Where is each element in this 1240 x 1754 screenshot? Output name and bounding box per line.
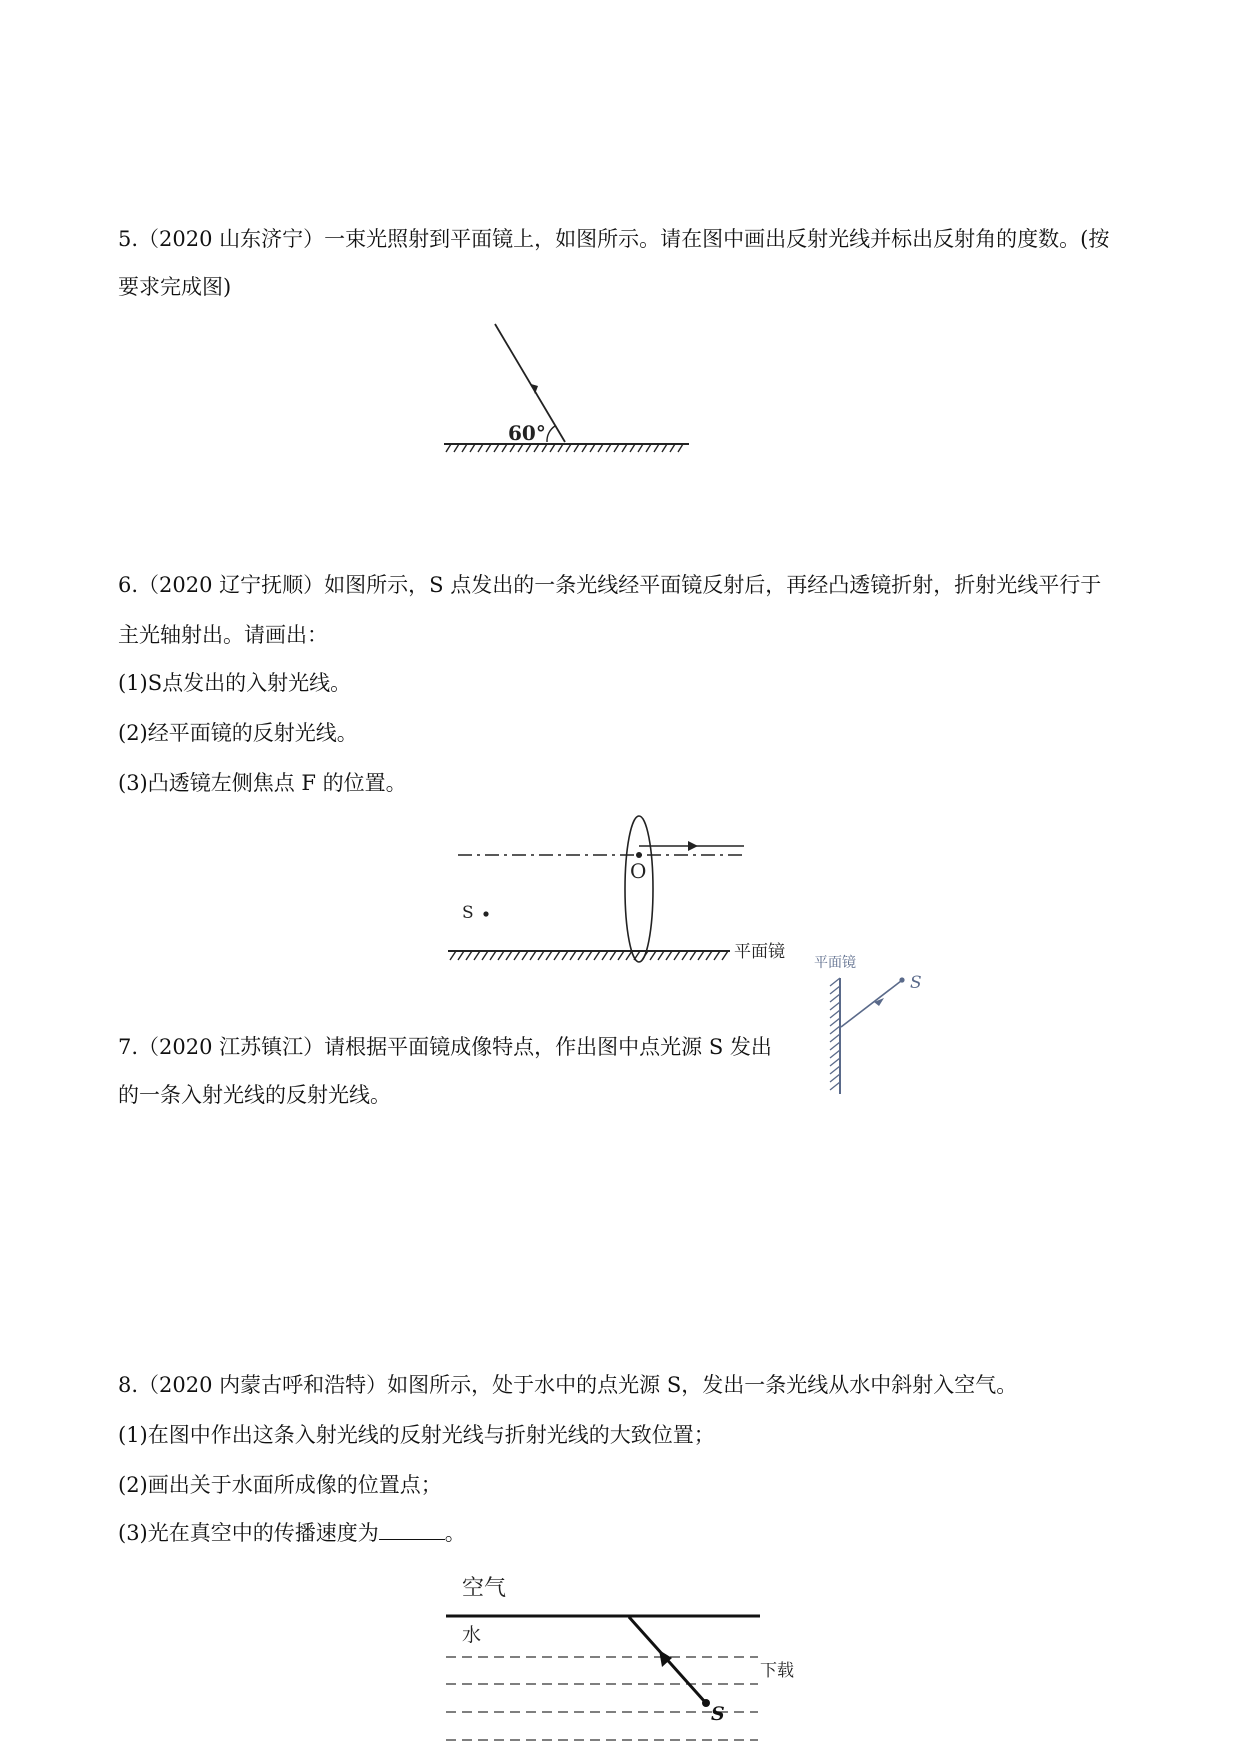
q5-text-line1: 5.（2020 山东济宁）一束光照射到平面镜上，如图所示。请在图中画出反射光线并标出反射角的度数。(按 <box>118 227 1110 251</box>
q6-label-o: O <box>630 859 647 883</box>
q8-item3 <box>118 1518 466 1548</box>
q8-label-download: 下载 <box>760 1661 794 1681</box>
q5-angle-label: 60° <box>508 421 546 445</box>
q6-point-s <box>483 911 488 916</box>
q6-label-s: S <box>462 903 474 923</box>
q8-figure <box>440 1566 820 1748</box>
q5-text-line2: 要求完成图) <box>118 275 232 299</box>
q6-convex-lens <box>625 816 653 962</box>
q5-figure <box>440 322 720 472</box>
q6-optical-center <box>636 852 642 858</box>
q8-item3-text: (3)光在真空中的传播速度为 <box>118 1521 379 1545</box>
q6-label-mirror: 平面镜 <box>734 942 785 962</box>
q7-text-line1: 7.（2020 江苏镇江）请根据平面镜成像特点，作出图中点光源 S 发出 <box>118 1035 772 1059</box>
q8-text-line1: 8.（2020 内蒙古呼和浩特）如图所示，处于水中的点光源 S，发出一条光线从水中斜射入空气。 <box>118 1373 1018 1397</box>
q8-label-s: S <box>711 1703 725 1725</box>
q8-point-s <box>702 1699 710 1707</box>
q5-angle-arc <box>547 426 555 442</box>
q6-item1: (1)S点发出的入射光线。 <box>118 671 352 695</box>
q7-ray-arrow <box>874 998 884 1006</box>
q7-text-line2: 的一条入射光线的反射光线。 <box>118 1083 391 1107</box>
q6-item3: (3)凸透镜左侧焦点 F 的位置。 <box>118 771 407 795</box>
q7-incident-ray <box>841 981 901 1027</box>
q8-item2: (2)画出关于水面所成像的位置点； <box>118 1473 442 1497</box>
q7-label-mirror: 平面镜 <box>814 955 856 971</box>
q5-mirror-hatch <box>446 444 683 452</box>
q8-answer-blank[interactable] <box>379 1519 445 1540</box>
q6-text-line1: 6.（2020 辽宁抚顺）如图所示，S 点发出的一条光线经平面镜反射后，再经凸透镜折射，折射光线平行于 <box>118 573 1102 597</box>
q8-item3-end: 。 <box>444 1521 466 1545</box>
q7-figure <box>808 950 938 1100</box>
q7-point-s <box>899 977 904 982</box>
q6-ray-arrow <box>688 841 698 851</box>
q6-figure <box>444 810 814 970</box>
q8-label-water: 水 <box>462 1624 482 1646</box>
q8-label-air: 空气 <box>462 1576 507 1601</box>
q8-item1: (1)在图中作出这条入射光线的反射光线与折射光线的大致位置； <box>118 1423 715 1447</box>
q5-ray-arrow <box>531 384 538 394</box>
q7-label-s: S <box>910 973 922 993</box>
q6-item2: (2)经平面镜的反射光线。 <box>118 721 358 745</box>
q6-text-line2: 主光轴射出。请画出： <box>118 623 328 647</box>
